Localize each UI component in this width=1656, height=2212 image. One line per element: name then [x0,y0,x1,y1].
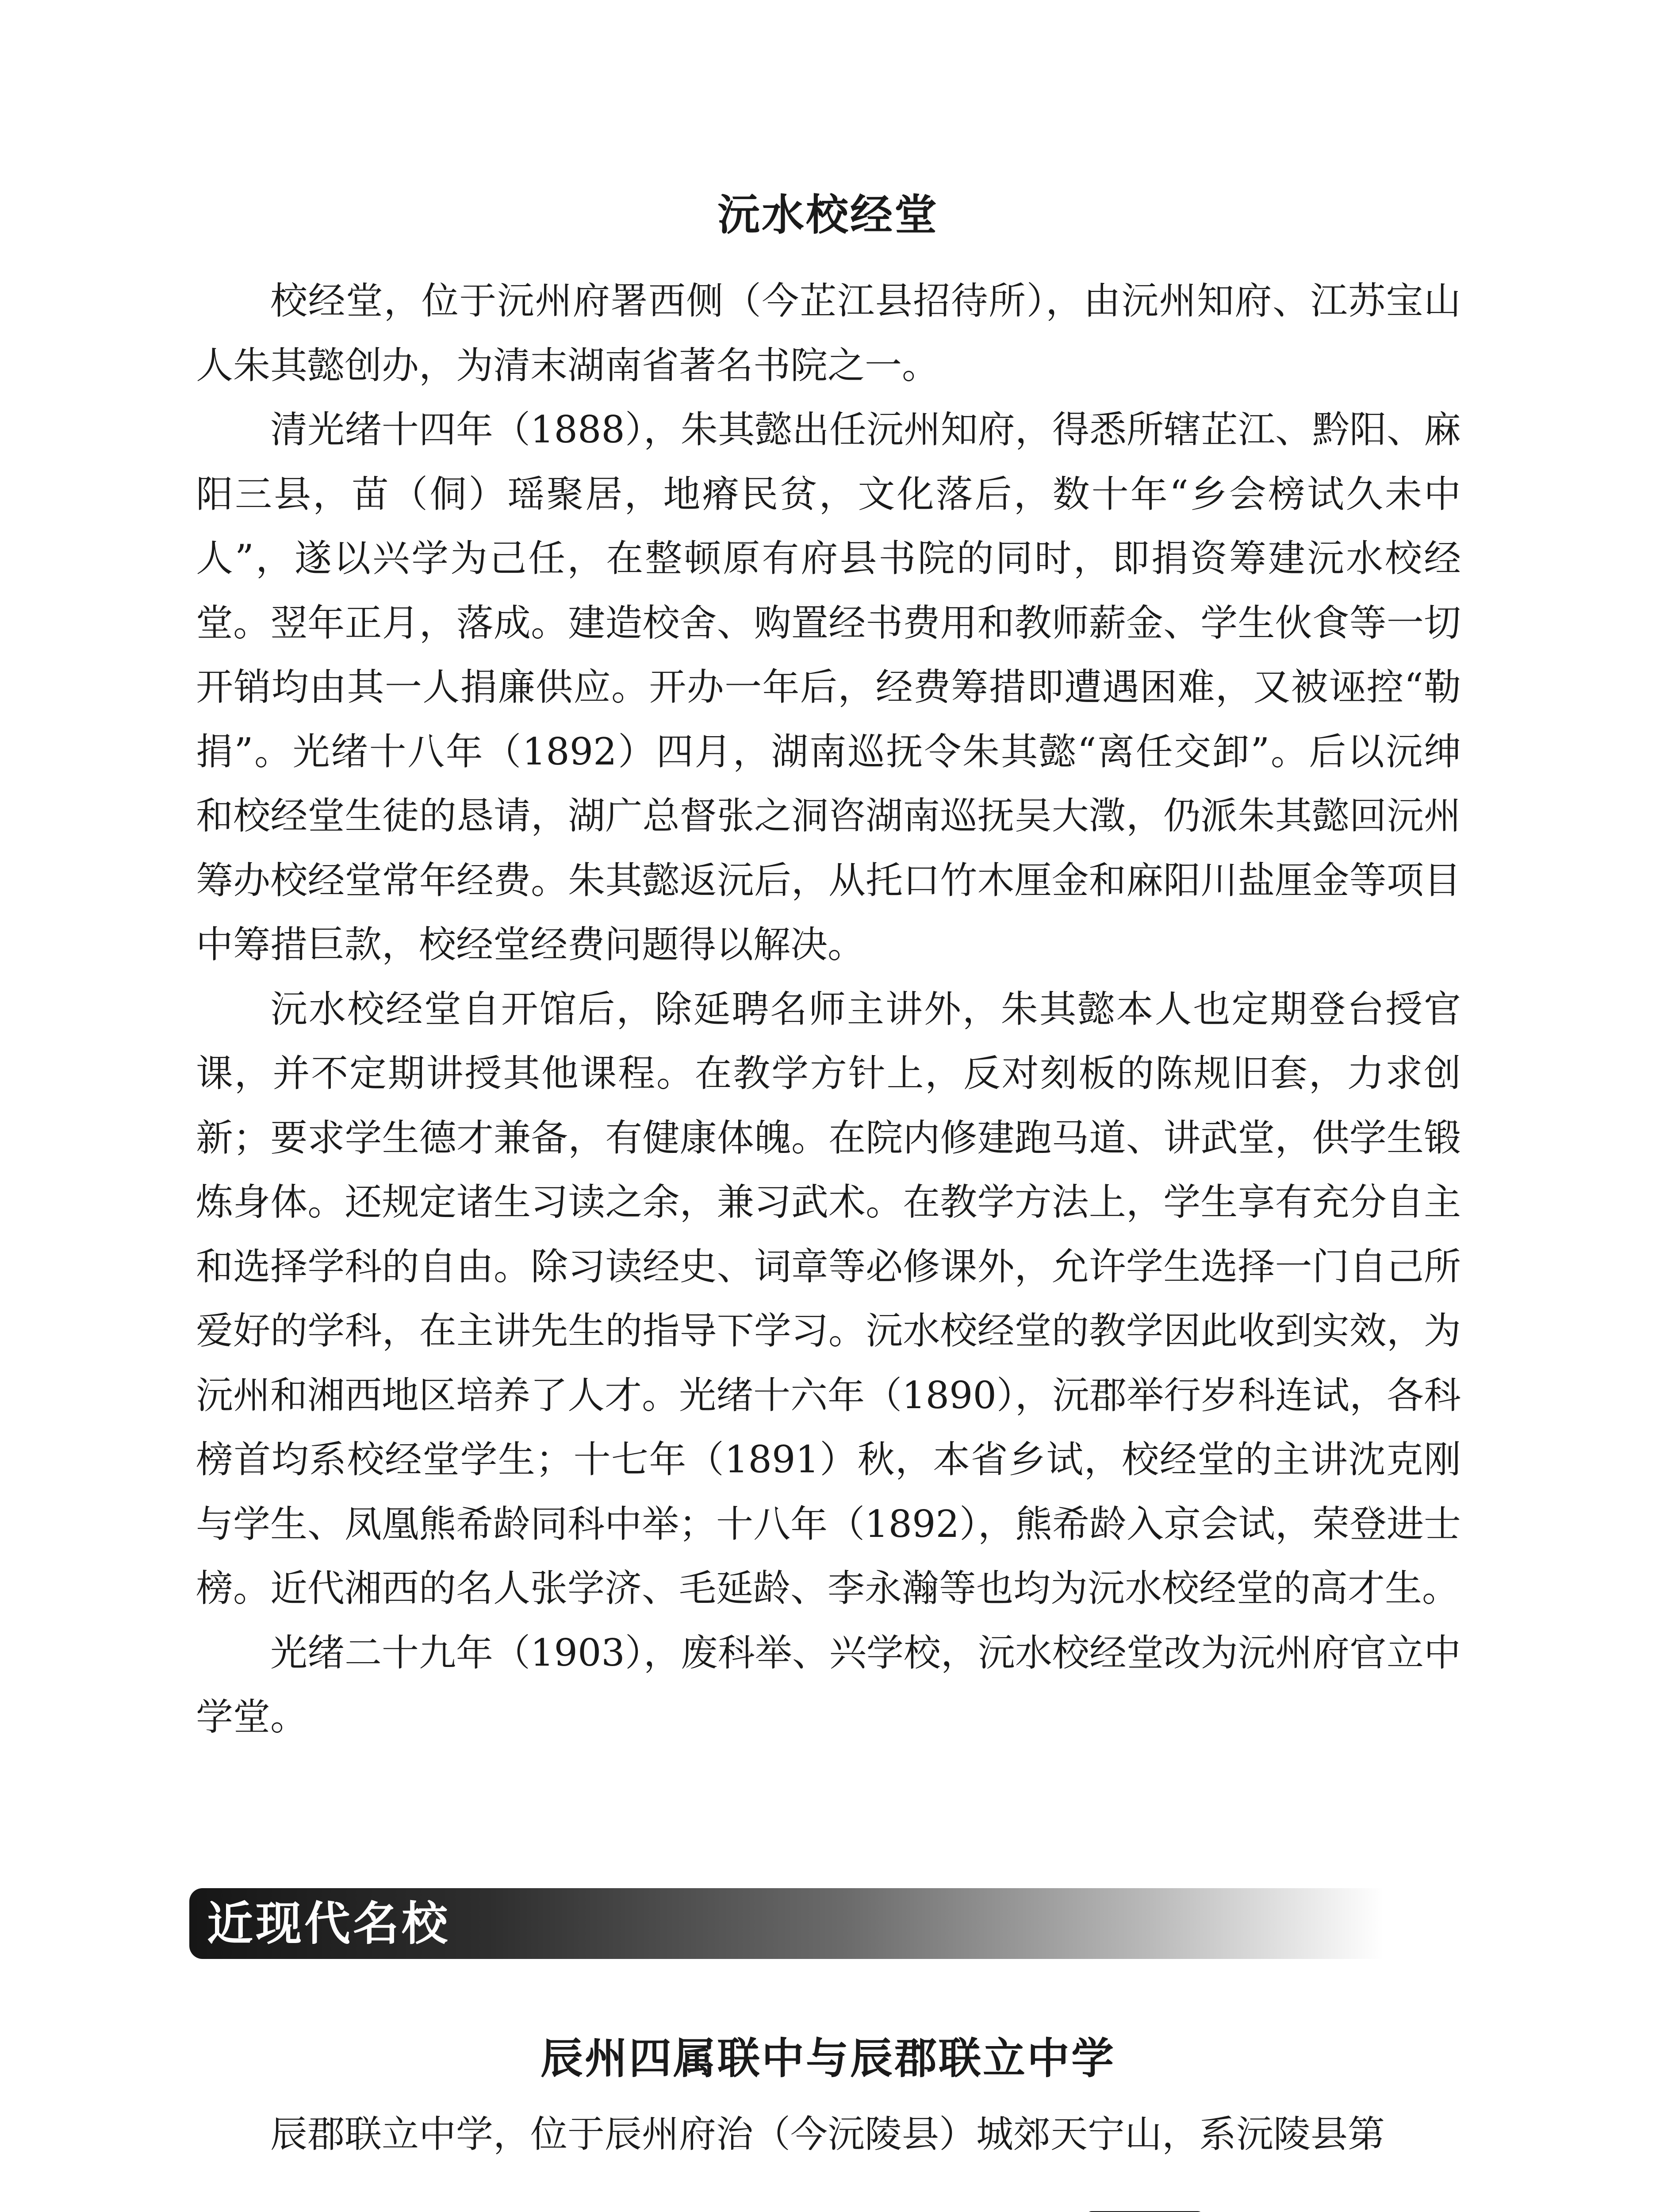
paragraph: 清光绪十四年（1888），朱其懿出任沅州知府，得悉所辖芷江、黔阳、麻阳三县，苗（侗）瑶聚居，地瘠民贫，文化落后，数十年“乡会榜试久未中人”，遂以兴学为己任，在整顿原有府县书院的同时，即捐资筹建沅水校经堂。翌年正月，落成。建造校舍、购置经书费用和教师薪金、学生伙食等一切开销均由其一人捐廉供应。开办一年后，经费筹措即遭遇困难，又被诬控“勒捐”。光绪十八年（1892）四月，湖南巡抚令朱其懿“离任交卸”。后以沅绅和校经堂生徒的恳请，湖广总督张之洞咨湖南巡抚吴大澂，仍派朱其懿回沅州筹办校经堂常年经费。朱其懿返沅后，从托口竹木厘金和麻阳川盐厘金等项目中筹措巨款，校经堂经费问题得以解决。 [196,408,1461,966]
chapter-banner [189,1888,1384,1959]
chapter-banner-label: 近现代名校 [207,1897,451,1951]
section-title-yuanshui: 沅水校经堂 [717,190,939,240]
section-body-yuanshui [196,269,1461,1750]
paragraph: 辰郡联立中学，位于辰州府治（今沅陵县）城郊天宁山，系沅陵县第 [270,2112,1385,2156]
paragraph: 沅水校经堂自开馆后，除延聘名师主讲外，朱其懿本人也定期登台授官课，并不定期讲授其他课程。在教学方针上，反对刻板的陈规旧套，力求创新；要求学生德才兼备，有健康体魄。在院内修建跑马道、讲武堂，供学生锻炼身体。还规定诸生习读之余，兼习武术。在教学方法上，学生享有充分自主和选择学科的自由。除习读经史、词章等必修课外，允许学生选择一门自己所爱好的学科，在主讲先生的指导下学习。沅水校经堂的教学因此收到实效，为沅州和湘西地区培养了人才。光绪十六年（1890），沅郡举行岁科连试，各科榜首均系校经堂学生；十七年（1891）秋，本省乡试，校经堂的主讲沈克刚与学生、凤凰熊希龄同科中举；十八年（1892），熊希龄入京会试，荣登进士榜。近代湘西的名人张学济、毛延龄、李永瀚等也均为沅水校经堂的高才生。 [196,987,1461,1610]
paragraph: 光绪二十九年（1903），废科举、兴学校，沅水校经堂改为沅州府官立中学堂。 [196,1631,1461,1739]
section-title-chenzhou: 辰州四属联中与辰郡联立中学 [540,2034,1116,2083]
section-body-chenzhou [196,2102,1461,2167]
paragraph: 校经堂，位于沅州府署西侧（今芷江县招待所），由沅州知府、江苏宝山人朱其懿创办，为清末湖南省著名书院之一。 [196,279,1461,387]
